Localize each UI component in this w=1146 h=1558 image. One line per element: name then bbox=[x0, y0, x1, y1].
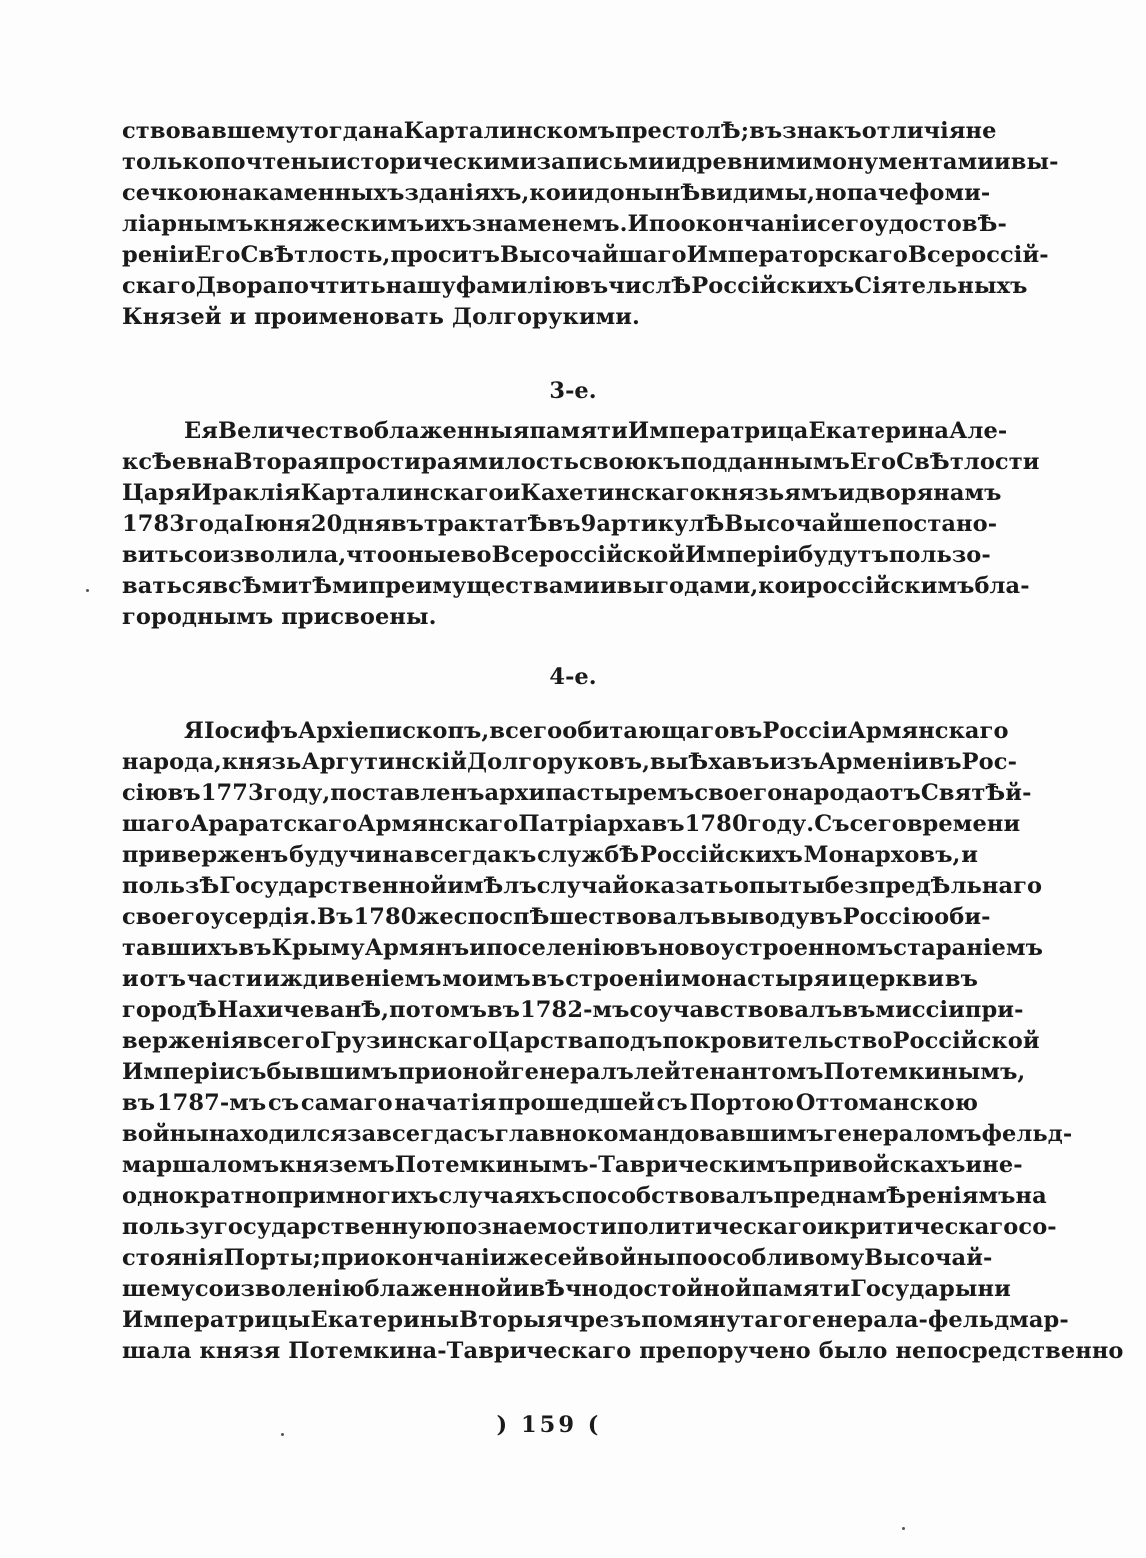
text-line: однократно при многихъ случаяхъ способствовалъ преднамѢреніямъ на bbox=[122, 1183, 1047, 1209]
text-line: стоянія Порты; при окончаніи же сей войны по особливому Высочай- bbox=[122, 1245, 993, 1271]
text-line: 1783 года Іюня 20 дня въ трактатѢ въ 9 артикулѢ Высочайше постано- bbox=[122, 511, 998, 537]
text-line: маршаломъ княземъ Потемкинымъ-Таврическимъ при войскахъ и не- bbox=[122, 1152, 1023, 1178]
page-number: ) 159 ( bbox=[496, 1412, 602, 1438]
text-line: своего усердія. Въ 1780 же споспѢшествовалъ выводу въ Россію оби- bbox=[122, 904, 991, 930]
text-line: народа, князь Аргутинскій Долгоруковъ, выѢхавъ изъ Арменіи въ Рос- bbox=[122, 749, 1018, 775]
text-line: пользу государственную по знаемости политическаго и критическаго со- bbox=[122, 1214, 1057, 1240]
paper-speck bbox=[281, 1433, 284, 1436]
text-line: скаго Двора почтить нашу фамилію въ числѢ Россійскихъ Сіятельныхъ bbox=[122, 273, 1028, 299]
text-line: сечкою на каменныхъ зданіяхъ, кои и до нынѢ видимы, но паче фоми- bbox=[122, 180, 991, 206]
text-line: вить соизволила, что оные во Всероссійской Имперіи будутъ пользо- bbox=[122, 542, 991, 568]
section-heading-3: 3-е. bbox=[549, 378, 597, 404]
text-line: Имперіи съ бывшимъ при оной генералъ лейтенантомъ Потемкинымъ, bbox=[122, 1059, 1026, 1085]
text-line: городнымъ присвоены. bbox=[122, 604, 437, 630]
text-line: верженія всего Грузинскаго Царства подъ покровительство Россійской bbox=[122, 1028, 1040, 1054]
paper-speck bbox=[902, 1527, 905, 1530]
text-line: тавшихъ въ Крыму Армянъ и поселенію въ новоустроенномъ стараніемъ bbox=[122, 935, 1043, 961]
text-line: въ 1787-мъ съ самаго начатія прошедшей съ Портою Оттоманскою bbox=[122, 1090, 978, 1116]
text-line: Царя Ираклія Карталинскаго и Кахетинскаго князьямъ и дворянамъ bbox=[122, 480, 1002, 506]
text-line: шаго Араратскаго Армянскаго Патріарха въ 1780 году. Съ сего времени bbox=[122, 811, 1021, 837]
text-line: реніи Его СвѢтлость, проситъ Высочайшаго Императорскаго Всероссій- bbox=[122, 242, 1049, 268]
text-line: войны находился за всегда съ главнокомандовавшимъ генераломъ фельд- bbox=[122, 1121, 1073, 1147]
section-heading-4: 4-е. bbox=[549, 664, 597, 690]
text-line: Я Іосифъ Архіепископъ, всего обитающаго въ Россіи Армянскаго bbox=[184, 718, 1009, 744]
text-line: и отъ части иждивеніемъ моимъ въ строеніи монастыря и церкви въ bbox=[122, 966, 978, 992]
text-line: Императрицы Екатерины Вторыя чрезъ помянутаго генерала-фельдмар- bbox=[122, 1307, 1069, 1333]
text-line: шему соизволенію блаженной и вѢчно достойной памяти Государыни bbox=[122, 1276, 1011, 1302]
paragraph-3 bbox=[122, 716, 1124, 1367]
text-line: пользѢ Государственной имѢлъ случай оказать опыты безпредѢльнаго bbox=[122, 873, 1043, 899]
paragraph-2 bbox=[122, 416, 1040, 633]
text-line: ксѢевна Вторая простирая милость свою къ подданнымъ Его СвѢтлости bbox=[122, 449, 1040, 475]
text-line: ваться всѢми тѢми преимуществами и выгодами, кои россійскимъ бла- bbox=[122, 573, 1030, 599]
text-line: только почтены историческими записьми и древними монументами и вы- bbox=[122, 149, 1059, 175]
text-line: Князей и проименовать Долгорукими. bbox=[122, 304, 640, 330]
text-line: шала князя Потемкина-Таврическаго препоручено было непосредственно bbox=[122, 1338, 1124, 1364]
paper-speck bbox=[86, 589, 89, 592]
text-line: приверженъ будучи на всегда къ службѢ Россійскихъ Монарховъ, и bbox=[122, 842, 978, 868]
text-line: Ея Величество блаженныя памяти Императрица Екатерина Але- bbox=[184, 418, 1008, 444]
text-line: ствовавшему тогда на Карталинскомъ престолѢ; въ знакъ отличія не bbox=[122, 118, 997, 144]
text-line: сію въ 1773 году, поставленъ архипастыремъ своего народа отъ СвятѢй- bbox=[122, 780, 1032, 806]
text-line: городѢ НахичеванѢ, потомъ въ 1782-мъ соучавствовалъ въ миссіи при- bbox=[122, 997, 1024, 1023]
text-line: ліарнымъ княжескимъ ихъ знаменемъ. И по окончаніи сего удостовѢ- bbox=[122, 211, 1007, 237]
paragraph-1 bbox=[122, 116, 1059, 333]
